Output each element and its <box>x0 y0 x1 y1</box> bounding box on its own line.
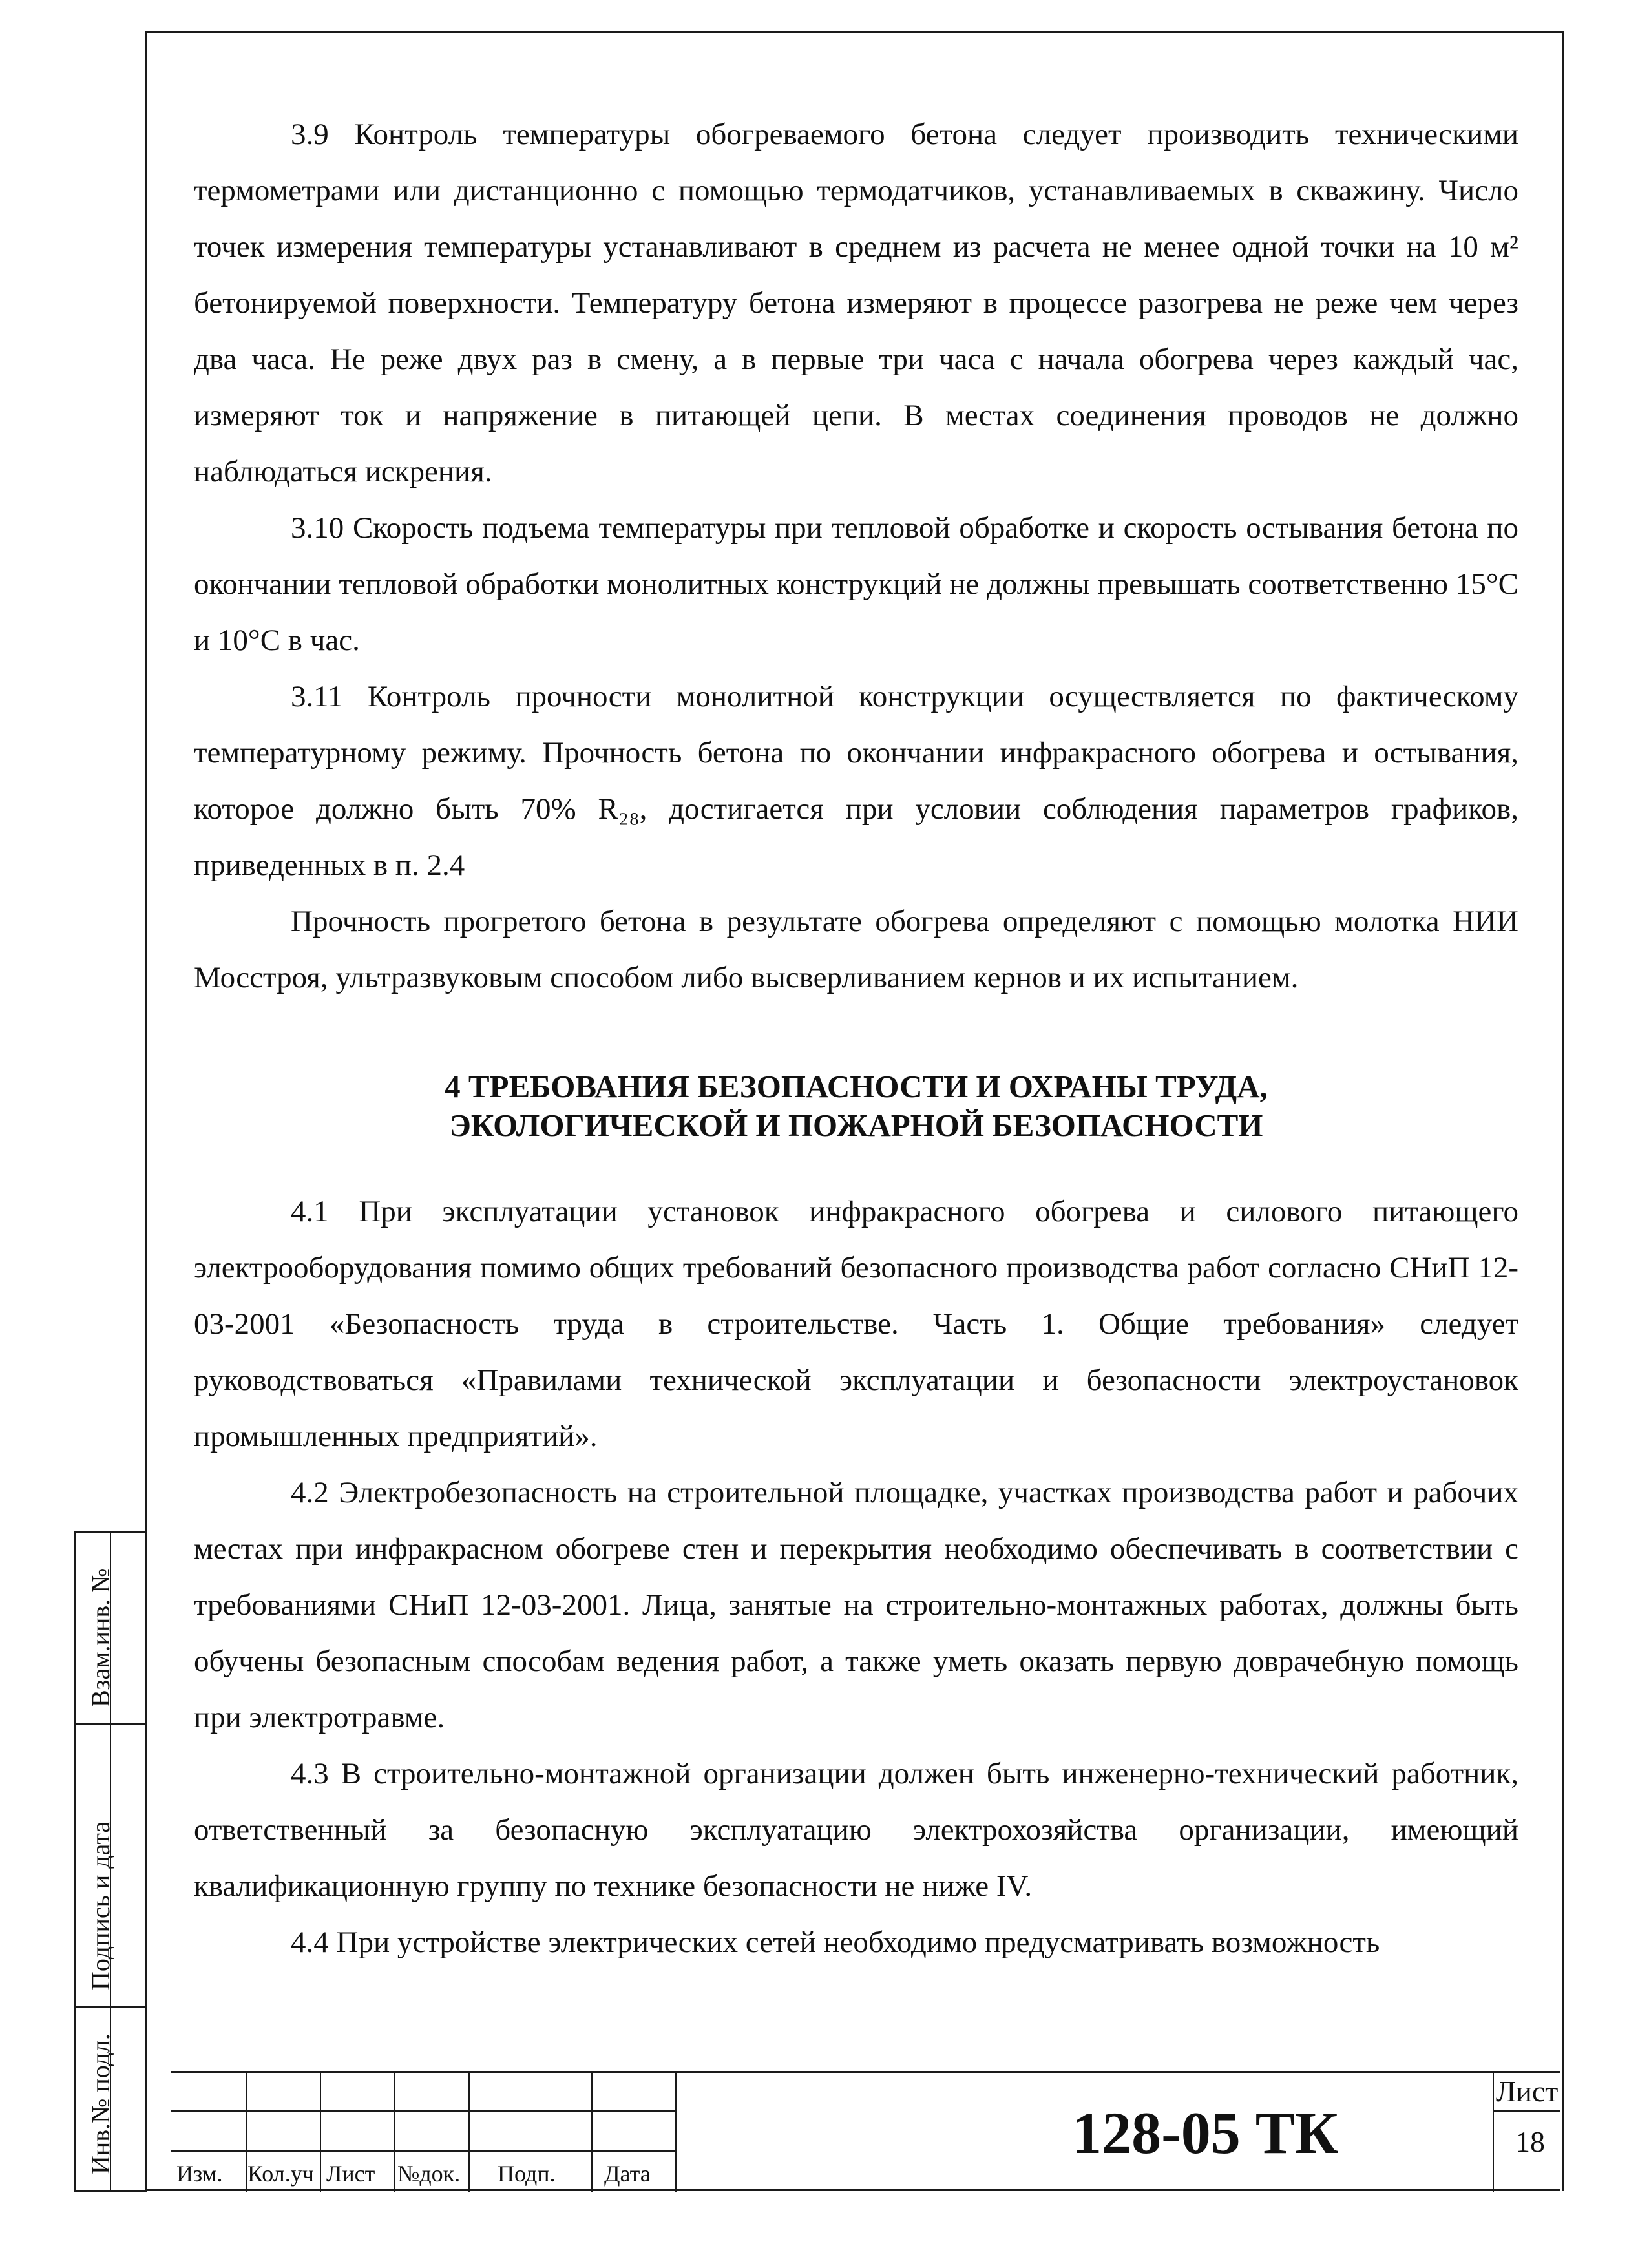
stamp-col-ndok: №док. <box>397 2161 461 2187</box>
stamp-col-data: Дата <box>604 2161 651 2187</box>
side-label-vzam: Взам.инв. № <box>86 1568 115 1707</box>
side-divider <box>110 1531 111 2190</box>
document-body <box>194 107 1518 1971</box>
paragraph-3-9: 3.9 Контроль температуры обогреваемого бетона следует производить техническими термометрами или дистанционно с помощью термодатчиков, устанавливаемых в скважину. Число точек измерения температуры устанавливают в среднем из расчета не менее одной точки на 10 м² бетонируемой поверхности. Температуру бетона измеряют в процессе разогрева не реже чем через два часа. Не реже двух раз в смену, а в первые три часа с начала обогрева через каждый час, измеряют ток и напряжение в питающей цепи. В местах соединения проводов не должно наблюдаться искрения. <box>194 118 1518 488</box>
stamp-col-izm: Изм. <box>176 2161 223 2187</box>
stamp-row-line-1 <box>171 2110 675 2112</box>
side-label-podpis: Подпись и дата <box>86 1821 115 1990</box>
section-title-line-2: ЭКОЛОГИЧЕСКОЙ И ПОЖАРНОЙ БЕЗОПАСНОСТИ <box>449 1108 1263 1143</box>
stamp-row-line-2 <box>171 2150 675 2152</box>
paragraph-4-1: 4.1 При эксплуатации установок инфракрасного обогрева и силового питающего электрооборудования помимо общих требований безопасного производства работ согласно СНиП 12-03-2001 «Безопасность труда в строительстве. Часть 1. Общие требования» следует руководствоваться «Правилами технической эксплуатации и безопасности электроустановок промышленных предприятий». <box>194 1195 1518 1453</box>
title-block <box>171 2071 1560 2192</box>
sheet-number: 18 <box>1515 2125 1545 2158</box>
paragraph-4-3: 4.3 В строительно-монтажной организации должен быть инженерно-технический работник, ответственный за безопасную эксплуатацию электрохозяйства организации, имеющий квалификационную группу по технике безопасности не ниже IV. <box>194 1757 1518 1903</box>
stamp-col-kol-uch: Кол.уч <box>247 2161 314 2187</box>
paragraph-4-2: 4.2 Электробезопасность на строительной площадке, участках производства работ и рабочих местах при инфракрасном обогреве стен и перекрытия необходимо обеспечивать в соответствии с требованиями СНиП 12-03-2001. Лица, занятые на строительно-монтажных работах, должны быть обучены безопасным способам ведения работ, а также уметь оказать первую доврачебную помощь при электротравме. <box>194 1476 1518 1734</box>
stamp-col-line-4 <box>468 2073 470 2192</box>
paragraph-3-11: 3.11 Контроль прочности монолитной конструкции осуществляется по фактическому температурному режиму. Прочность бетона по окончании инфракрасного обогрева и остывания, которое должно быть 70% R₂₈, достигается при условии соблюдения параметров графиков, приведенных в п. 2.4 <box>194 680 1518 882</box>
stamp-col-line-5 <box>591 2073 593 2192</box>
section-4-title <box>194 1067 1518 1145</box>
paragraph-3-10: 3.10 Скорость подъема температуры при тепловой обработке и скорость остывания бетона по окончании тепловой обработки монолитных конструкций не должны превышать соответственно 15°С и 10°С в час. <box>194 511 1518 657</box>
paragraph-4-4: 4.4 При устройстве электрических сетей необходимо предусматривать возможность <box>291 1926 1380 1959</box>
document-code: 128-05 ТК <box>1072 2100 1338 2166</box>
section-title-line-1: 4 ТРЕБОВАНИЯ БЕЗОПАСНОСТИ И ОХРАНЫ ТРУДА, <box>445 1069 1268 1104</box>
stamp-col-line-3 <box>394 2073 395 2192</box>
stamp-col-line-6 <box>675 2073 677 2192</box>
stamp-col-line-1 <box>246 2073 247 2192</box>
side-label-inv: Инв.№ подл. <box>86 2033 115 2174</box>
stamp-col-podp: Подп. <box>498 2161 556 2187</box>
stamp-col-line-2 <box>320 2073 321 2192</box>
stamp-col-list: Лист <box>326 2161 375 2187</box>
sheet-label: Лист <box>1496 2075 1559 2108</box>
paragraph-strength: Прочность прогретого бетона в результате обогрева определяют с помощью молотка НИИ Мосстроя, ультразвуковым способом либо высверливанием кернов и их испытанием. <box>194 905 1518 994</box>
